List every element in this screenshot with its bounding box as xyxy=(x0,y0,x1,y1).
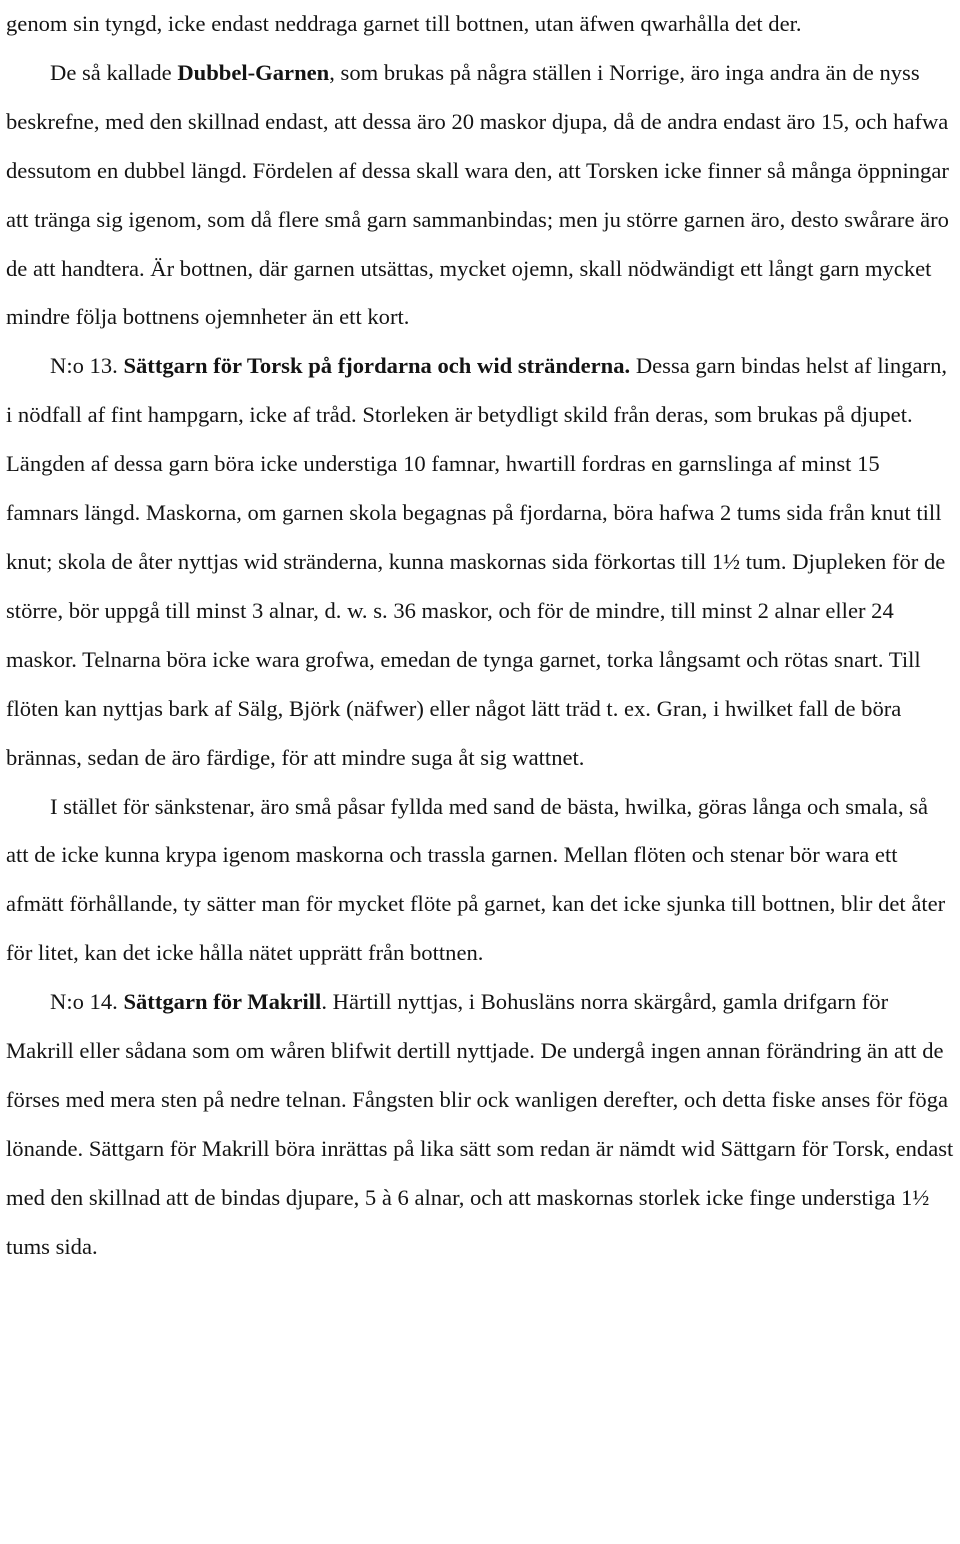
paragraph-no-13 xyxy=(6,342,956,782)
section-heading: Sättgarn för Makrill xyxy=(123,989,322,1015)
paragraph-no-14 xyxy=(6,978,956,1271)
paragraph-text-lead: De så kallade xyxy=(50,59,178,85)
paragraph-dubbel-garnen xyxy=(6,49,956,342)
section-number: N:o 14. xyxy=(50,989,124,1015)
section-heading: Sättgarn för Torsk på fjordarna och wid stränderna. xyxy=(123,353,631,379)
bold-term: Dubbel-Garnen xyxy=(177,59,330,85)
paragraph-text-body: . Härtill nyttjas, i Bohusläns norra skärgård, gamla drifgarn för Makrill eller sådana som om wåren blifwit dertill nyttjade. De undergå ingen annan förändring än att de förses med mera sten på nedre telnan. Fångsten blir ock wanligen derefter, och detta fiske anses för föga lönande. Sättgarn för Makrill böra inrättas på lika sätt som redan är nämdt wid Sättgarn för Torsk, endast med den skillnad att de bindas djupare, 5 à 6 alnar, och att maskornas storlek icke finge understiga 1½ tums sida. xyxy=(6,989,954,1259)
section-number: N:o 13. xyxy=(50,353,124,379)
paragraph-continuation xyxy=(6,0,956,49)
paragraph-sankstenar xyxy=(6,783,956,979)
paragraph-text-body: Dessa garn bindas helst af lingarn, i nödfall af fint hampgarn, icke af tråd. Storleken är betydligt skild från deras, som brukas på djupet. Längden af dessa garn böra icke understiga 10 famnar, hwartill fordras en garnslinga af minst 15 famnars längd. Maskorna, om garnen skola begagnas på fjordarna, böra hafwa 2 tums sida från knut till knut; skola de åter nyttjas wid stränderna, kunna maskornas sida förkortas till 1½ tum. Djupleken för de större, bör uppgå till minst 3 alnar, d. w. s. 36 maskor, och för de mindre, till minst 2 alnar eller 24 maskor. Telnarna böra icke wara grofwa, emedan de tynga garnet, torka långsamt och rötas snart. Till flöten kan nyttjas bark af Sälg, Björk (näfwer) eller något lätt träd t. ex. Gran, i hwilket fall de böra brännas, sedan de äro färdige, för att mindre suga åt sig wattnet. xyxy=(6,353,948,770)
paragraph-text-body: , som brukas på några ställen i Norrige, äro inga andra än de nyss beskrefne, med den skillnad endast, att dessa äro 20 maskor djupa, då de andra endast äro 15, och hafwa dessutom en dubbel längd. Fördelen af dessa skall wara den, att Torsken icke finner så många öppningar att tränga sig igenom, som då flere små garn sammanbindas; men ju större garnen äro, desto swårare äro de att handtera. Är bottnen, där garnen utsättas, mycket ojemn, skall nödwändigt ett långt garn mycket mindre följa bottnens ojemnheter än ett kort. xyxy=(6,59,949,330)
paragraph-text: I stället för sänkstenar, äro små påsar fyllda med sand de bästa, hwilka, göras långa och smala, så att de icke kunna krypa igenom maskorna och trassla garnen. Mellan flöten och stenar bör wara ett afmätt förhållande, ty sätter man för mycket flöte på garnet, kan det icke sjunka till bottnen, blir det åter för litet, kan det icke hålla nätet upprätt från bottnen. xyxy=(6,793,946,966)
paragraph-text: genom sin tyngd, icke endast neddraga garnet till bottnen, utan äfwen qwarhålla det der. xyxy=(6,11,802,36)
document-page xyxy=(6,0,956,1272)
